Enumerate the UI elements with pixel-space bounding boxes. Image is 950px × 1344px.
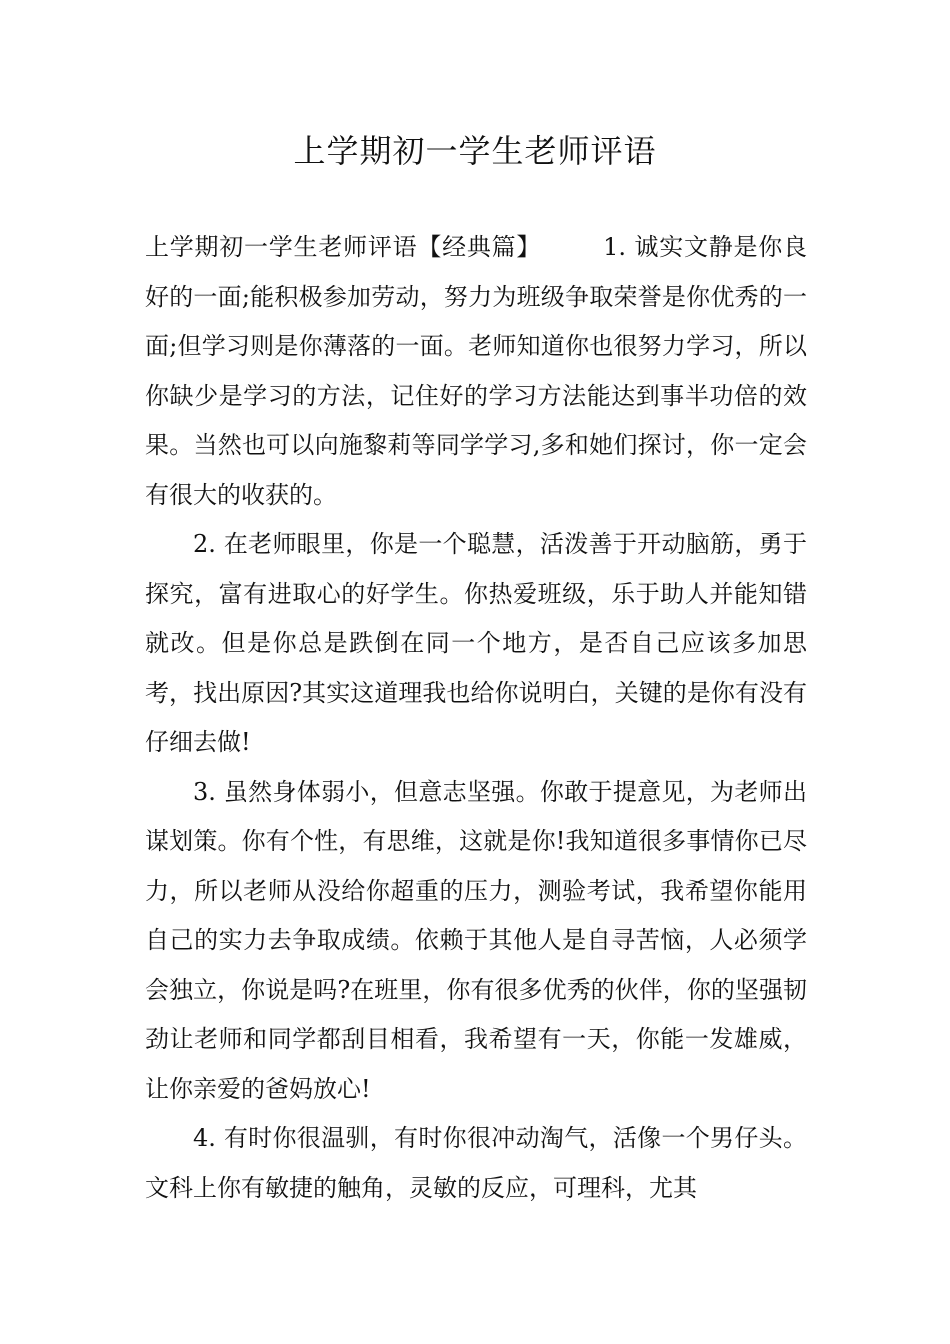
paragraph-4: 4. 有时你很温驯，有时你很冲动淘气，活像一个男仔头。文科上你有敏捷的触角，灵敏的反应，可理科，尤其 xyxy=(145,1124,807,1202)
document-body xyxy=(145,223,807,1213)
document-title: 上学期初一学生老师评语 xyxy=(293,132,657,170)
paragraph-3: 3. 虽然身体弱小，但意志坚强。你敢于提意见，为老师出谋划策。你有个性，有思维，这就是你!我知道很多事情你已尽力，所以老师从没给你超重的压力，测验考试，我希望你能用自己的实力去争取成绩。依赖于其他人是自寻苦恼，人必须学会独立，你说是吗?在班里，你有很多优秀的伙伴，你的坚强韧劲让老师和同学都刮目相看，我希望有一天，你能一发雄威，让你亲爱的爸妈放心! xyxy=(145,777,807,1103)
paragraph-2: 2. 在老师眼里，你是一个聪慧，活泼善于开动脑筋，勇于探究，富有进取心的好学生。你热爱班级，乐于助人并能知错就改。但是你总是跌倒在同一个地方，是否自己应该多加思考，找出原因?其实这道理我也给你说明白，关键的是你有没有仔细去做! xyxy=(145,530,807,756)
intro-heading: 上学期初一学生老师评语【经典篇】 xyxy=(145,233,542,261)
paragraph-1 xyxy=(145,223,807,520)
paragraph-1-text: 1. 诚实文静是你良好的一面;能积极参加劳动，努力为班级争取荣誉是你优秀的一面;但学习则是你薄落的一面。老师知道你也很努力学习，所以你缺少是学习的方法，记住好的学习方法能达到事半功倍的效果。当然也可以向施黎莉等同学学习,多和她们探讨，你一定会有很大的收获的。 xyxy=(145,233,807,509)
